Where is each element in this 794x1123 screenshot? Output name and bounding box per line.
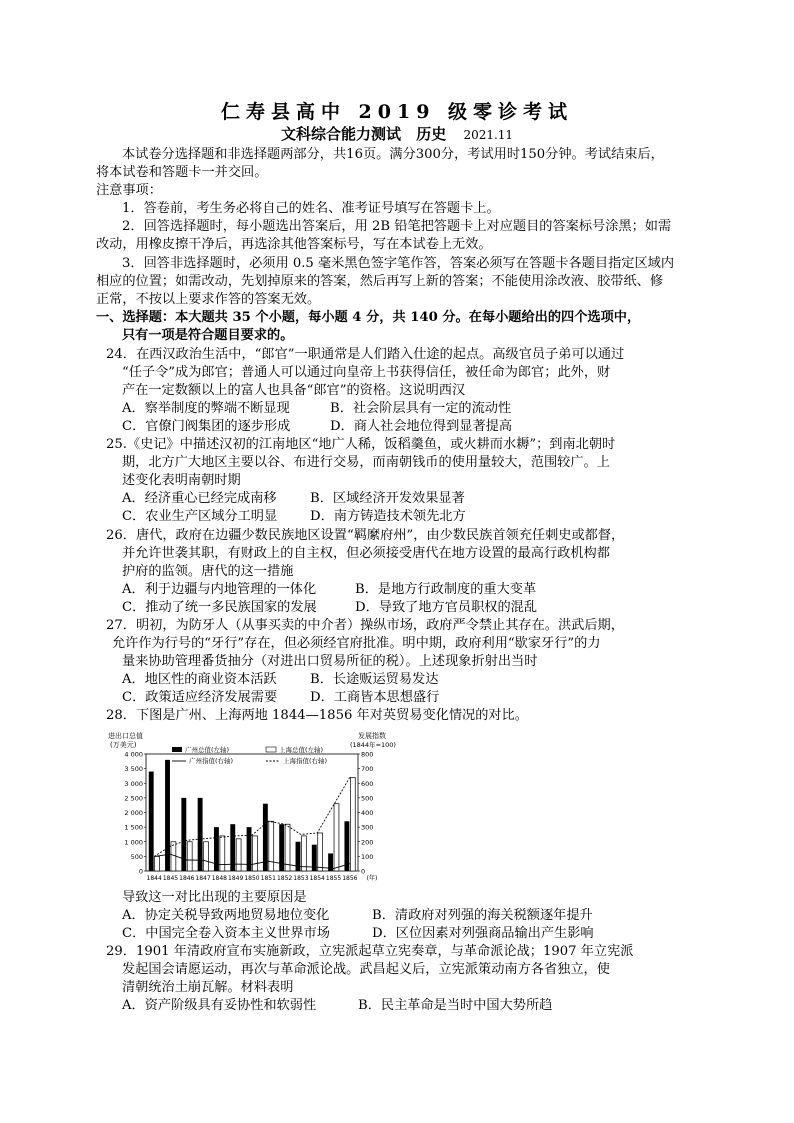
left-tick-label: 500: [130, 852, 143, 861]
right-tick-label: 600: [361, 779, 374, 788]
option-c: C．农业生产区域分工明显: [122, 509, 278, 524]
intro-line: 将本试卷和答题卡一并交回。: [96, 165, 268, 180]
option-b: B．是地方行政制度的重大变革: [355, 582, 537, 597]
guangzhou-bar: [181, 798, 186, 871]
left-tick-label: 1 500: [124, 823, 143, 832]
guangzhou-bar: [149, 772, 154, 871]
question-line: 26．唐代，政府在边疆少数民族地区设置“羁縻府州”，由少数民族首领充任刺史或都督，: [106, 528, 625, 543]
option-b: B．长途贩运贸易发达: [310, 672, 439, 687]
left-tick-label: 2 500: [124, 794, 143, 803]
question-line: “任子令”成为郎官；普通人可以通过向皇帝上书获得信任，被任命为郎官；此外，财: [122, 365, 611, 380]
question-line: 述变化表明南朝时期: [122, 473, 241, 488]
shanghai-bar: [204, 842, 209, 871]
question-line: 28．下图是广州、上海两地 1844—1856 年对英贸易变化情况的对比。: [106, 708, 528, 723]
legend-label: 广州总值(左轴): [185, 746, 230, 754]
section-heading: 一、选择题：本大题共 35 个小题，每小题 4 分，共 140 分。在每小题给出的四个选项中，: [96, 310, 641, 325]
shanghai-bar: [269, 821, 274, 871]
section-heading: 只有一项是符合题目要求的。: [122, 328, 294, 343]
left-tick-label: 0: [138, 867, 143, 876]
question-line: 发起国会请愿运动，再次与革命派论战。武昌起义后，立宪派策动南方各省独立，使: [122, 962, 610, 977]
question-line: 导致这一对比出现的主要原因是: [122, 890, 307, 905]
subtitle-text: 文科综合能力测试: [280, 125, 401, 143]
shanghai-bar: [350, 777, 355, 871]
option-a: A．资产阶级具有妥协性和软弱性: [122, 998, 317, 1013]
exam-subtitle: [0, 123, 794, 144]
shanghai-bar: [236, 839, 241, 871]
x-tick-label: 1851: [260, 875, 276, 882]
x-tick-label: 1853: [293, 875, 309, 882]
right-tick-label: 700: [361, 765, 374, 774]
x-tick-label: 1850: [244, 875, 260, 882]
legend-swatch-shanghai-bar: [266, 747, 276, 752]
shanghai-bar: [171, 842, 176, 871]
right-tick-label: 400: [361, 809, 374, 817]
option-c: C．政策适应经济发展需要: [122, 690, 278, 705]
subject-text: 历史: [416, 125, 447, 143]
option-d: D．导致了地方官员职权的混乱: [355, 600, 538, 615]
right-tick-label: 200: [361, 838, 374, 847]
question-line: 允许作为行号的“牙行”存在，但必须经官府批准。明中期，政府利用“歇家牙行”的力: [112, 636, 601, 651]
left-tick-label: 4 000: [124, 750, 143, 759]
shanghai-bar: [187, 842, 192, 871]
x-tick-label: 1846: [179, 875, 195, 882]
right-axis-title: 发展指数: [358, 732, 386, 740]
option-a: A．地区性的商业资本活跃: [122, 672, 277, 687]
exam-date: 2021.11: [463, 128, 514, 142]
guangzhou-bar: [344, 821, 349, 871]
trade-chart: [106, 730, 396, 886]
question-line: 清朝统治土崩瓦解。材料表明: [122, 980, 294, 995]
legend-label: 上海总值(左轴): [279, 746, 324, 754]
right-tick-label: 0: [361, 867, 366, 876]
right-tick-label: 800: [361, 750, 374, 759]
left-tick-label: 1 000: [124, 838, 143, 847]
left-tick-label: 2 000: [124, 809, 143, 817]
x-tick-label: 1845: [162, 875, 179, 882]
shanghai-bar: [220, 836, 225, 871]
notice-line: 1．答卷前，考生务必将自己的姓名、准考证号填写在答题卡上。: [122, 201, 500, 216]
notice-line: 改动，用橡皮擦干净后，再选涂其他答案标号，写在本试卷上无效。: [96, 237, 492, 252]
x-tick-label: 1847: [195, 875, 211, 882]
option-a: A．察举制度的弊端不断显现: [122, 401, 290, 416]
question-line: 产在一定数额以上的富人也具备“郎官”的资格。这说明西汉: [122, 383, 466, 398]
option-a: A．利于边疆与内地管理的一体化: [122, 582, 317, 597]
option-b: B．社会阶层具有一定的流动性: [330, 401, 512, 416]
shanghai-bar: [318, 833, 323, 871]
x-tick-label: 1856: [342, 875, 358, 882]
option-c: C．中国完全卷入资本主义世界市场: [122, 926, 330, 941]
left-tick-label: 3 000: [124, 779, 143, 788]
option-b: B．区域经济开发效果显著: [310, 491, 465, 506]
option-b: B．清政府对列强的海关税额逐年提升: [372, 908, 593, 923]
option-a: A．经济重心已经完成南移: [122, 491, 277, 506]
option-d: D．区位因素对列强商品输出产生影响: [372, 926, 594, 941]
shanghai-bar: [155, 856, 160, 871]
right-tick-label: 500: [361, 794, 374, 803]
shanghai-bar: [301, 836, 306, 871]
left-axis-title: 进出口总值: [108, 732, 143, 740]
question-line: 25.《史记》中描述汉初的江南地区“地广人稀，饭稻羹鱼，或火耕而水耨”；到南北朝时: [106, 437, 616, 452]
shanghai-bar: [253, 836, 258, 871]
x-unit-label: (年): [366, 875, 378, 882]
right-axis-title: (1844年=100): [350, 741, 396, 749]
option-c: C．推动了统一多民族国家的发展: [122, 600, 317, 615]
legend-label: 广州指值(右轴): [189, 757, 234, 765]
question-line: 护府的监领。唐代的这一措施: [122, 564, 294, 579]
right-tick-label: 300: [361, 823, 374, 832]
notice-line: 相应的位置；如需改动，先划掉原来的答案，然后再写上新的答案；不能使用涂改液、胶带纸、修: [96, 274, 664, 289]
option-a: A．协定关税导致两地贸易地位变化: [122, 908, 330, 923]
plot-frame: [146, 754, 358, 871]
legend-swatch-guangzhou-bar: [172, 747, 182, 752]
right-tick-label: 100: [361, 852, 374, 861]
question-line: 27．明初，为防牙人（从事买卖的中介者）操纵市场，政府严令禁止其存在。洪武后期，: [106, 618, 624, 633]
left-axis-title: (万美元): [110, 741, 137, 749]
question-line: 并允许世袭其职，有财政上的自主权，但必须接受唐代在地方设置的最高行政机构都: [122, 546, 610, 561]
x-tick-label: 1854: [309, 875, 325, 882]
option-d: D．工商皆本思想盛行: [310, 690, 440, 705]
option-b: B．民主革命是当时中国大势所趋: [358, 998, 553, 1013]
notice-title: 注意事项：: [96, 183, 162, 198]
x-tick-label: 1848: [211, 875, 228, 882]
x-tick-label: 1855: [325, 875, 342, 882]
notice-line: 3．回答非选择题时，必须用 0.5 毫米黑色签字笔作答，答案必须写在答题卡各题目指定区域内: [122, 256, 675, 271]
option-d: D．南方铸造技术领先北方: [310, 509, 466, 524]
legend-label: 上海指值(右轴): [283, 757, 328, 765]
exam-title: 仁寿县高中 2019 级零诊考试: [220, 101, 574, 123]
option-c: C．官僚门阀集团的逐步形成: [122, 419, 291, 434]
question-line: 29．1901 年清政府宣布实施新政，立宪派起草立宪奏章，与革命派论战；1907 年立宪派: [106, 944, 634, 959]
notice-line: 2．回答选择题时，每小题选出答案后，用 2B 铅笔把答题卡上对应题目的答案标号涂黑；如需: [122, 219, 672, 234]
guangzhou-bar: [263, 804, 268, 871]
notice-line: 正常，不按以上要求作答的答案无效。: [96, 292, 321, 307]
question-line: 量来协助管理番货抽分（对进出口贸易所征的税）。上述现象折射出当时: [122, 654, 538, 669]
option-d: D．商人社会地位得到显著提高: [330, 419, 513, 434]
x-tick-label: 1852: [276, 875, 293, 882]
left-tick-label: 3 500: [124, 765, 143, 774]
x-tick-label: 1849: [228, 875, 244, 882]
x-tick-label: 1844: [146, 875, 162, 882]
intro-line: 本试卷分选择题和非选择题两部分，共16页。满分300分，考试用时150分钟。考试结束后，: [122, 147, 664, 162]
question-line: 24．在西汉政治生活中，“郎官”一职通常是人们踏入仕途的起点。高级官员子弟可以通过: [106, 347, 625, 362]
question-line: 期，北方广大地区主要以谷、布进行交易，而南朝钱币的使用量较大，范围较广。上: [122, 455, 610, 470]
shanghai-bar: [334, 804, 339, 871]
